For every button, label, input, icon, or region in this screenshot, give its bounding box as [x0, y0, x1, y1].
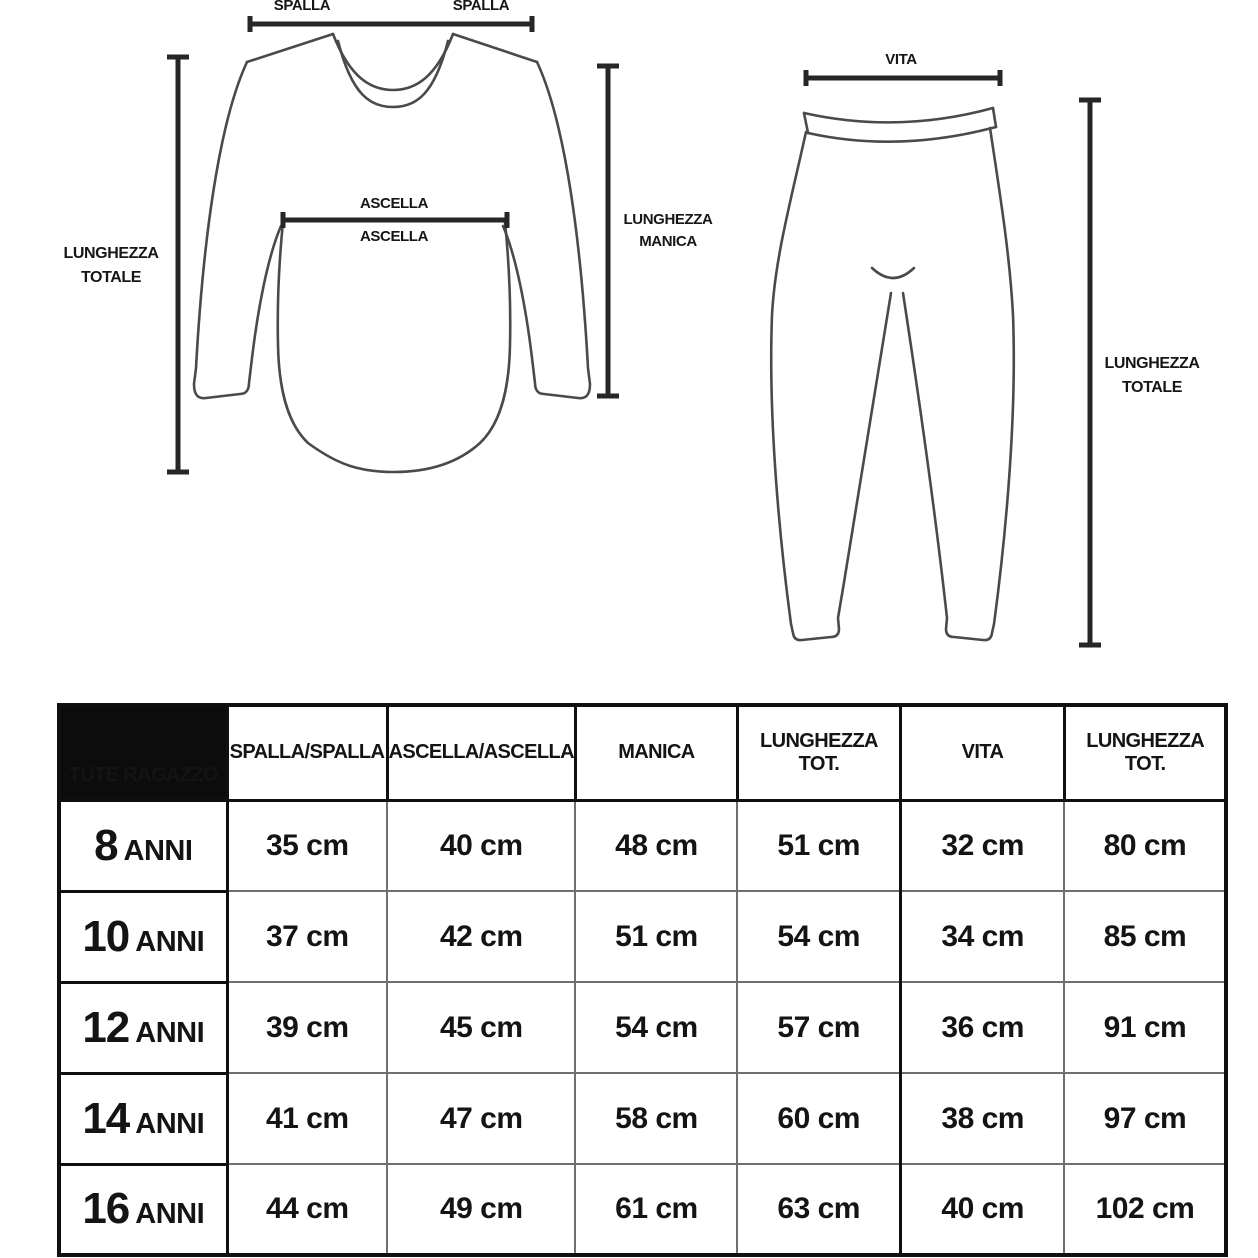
table-row — [59, 800, 1226, 891]
row-label-12-anni — [59, 982, 227, 1073]
cell-value: 49 cm — [387, 1164, 575, 1255]
table-header-row — [59, 705, 1226, 800]
column-header-ascella: ASCELLA/ASCELLA — [387, 705, 575, 800]
column-header-spalla: SPALLA/SPALLA — [227, 705, 387, 800]
cell-value: 35 cm — [227, 800, 387, 891]
sweater-shoulder-left — [247, 34, 333, 62]
label-sleeve-length-2: MANICA — [639, 233, 697, 250]
cell-value: 39 cm — [227, 982, 387, 1073]
cell-value: 60 cm — [737, 1073, 900, 1164]
age-number: 12 — [82, 1002, 130, 1052]
cell-value: 85 cm — [1064, 891, 1226, 982]
pants-leg-left — [771, 132, 891, 640]
cell-value: 48 cm — [575, 800, 737, 891]
measure-waist — [806, 70, 1000, 86]
label-pants-length-2: TOTALE — [1121, 379, 1183, 396]
table-corner-cell: TUTE RAGAZZO — [59, 705, 227, 800]
cell-value: 42 cm — [387, 891, 575, 982]
column-header-lunghezza-tot-pants: LUNGHEZZA TOT. — [1064, 705, 1226, 800]
table-row — [59, 891, 1226, 982]
column-header-lunghezza-tot-shirt: LUNGHEZZA TOT. — [737, 705, 900, 800]
cell-value: 40 cm — [900, 1164, 1064, 1255]
pants-crotch-curve — [872, 268, 914, 278]
label-ascella-bottom: ASCELLA — [359, 228, 429, 245]
row-label-10-anni — [59, 891, 227, 982]
cell-value: 38 cm — [900, 1073, 1064, 1164]
table-row — [59, 1073, 1226, 1164]
sweater-neckline-inner — [338, 41, 448, 107]
age-unit: ANNI — [135, 925, 205, 958]
age-number: 14 — [82, 1093, 130, 1143]
sweater-neckline-outer — [333, 34, 453, 90]
pants-waistband-top — [804, 108, 993, 122]
column-header-vita: VITA — [900, 705, 1064, 800]
sweater-drawing — [194, 34, 590, 472]
age-number: 8 — [94, 820, 118, 870]
pants-waistband-right-edge — [993, 108, 996, 127]
pants-leg-right — [903, 128, 1014, 640]
cell-value: 44 cm — [227, 1164, 387, 1255]
cell-value: 32 cm — [900, 800, 1064, 891]
label-sleeve-length-1: LUNGHEZZA — [623, 211, 713, 228]
cell-value: 45 cm — [387, 982, 575, 1073]
cell-value: 47 cm — [387, 1073, 575, 1164]
cell-value: 36 cm — [900, 982, 1064, 1073]
measure-sleeve — [597, 66, 619, 396]
measure-pants-length — [1079, 100, 1101, 645]
sweater-shoulder-right — [453, 34, 537, 62]
cell-value: 63 cm — [737, 1164, 900, 1255]
cell-value: 37 cm — [227, 891, 387, 982]
measure-chest — [283, 212, 507, 228]
age-unit: ANNI — [135, 1016, 205, 1049]
diagram-labels — [63, 0, 1200, 396]
label-ascella-top: ASCELLA — [359, 195, 429, 212]
age-number: 16 — [82, 1184, 130, 1234]
cell-value: 51 cm — [737, 800, 900, 891]
label-pants-length-1: LUNGHEZZA — [1104, 355, 1200, 372]
age-unit: ANNI — [135, 1107, 205, 1140]
sweater-sleeve-left — [194, 62, 281, 398]
age-unit: ANNI — [135, 1198, 205, 1231]
sweater-sleeve-right — [503, 62, 590, 398]
cell-value: 97 cm — [1064, 1073, 1226, 1164]
label-spalla-left: SPALLA — [273, 0, 331, 14]
measure-shoulder — [250, 16, 532, 32]
pants-waistband-left-edge — [804, 113, 808, 133]
row-label-8-anni — [59, 800, 227, 891]
label-shirt-length-1: LUNGHEZZA — [63, 245, 159, 262]
age-unit: ANNI — [123, 834, 193, 867]
table-row — [59, 1164, 1226, 1255]
sweater-body — [278, 222, 511, 472]
age-number: 10 — [82, 911, 130, 961]
cell-value: 61 cm — [575, 1164, 737, 1255]
measurement-lines — [167, 16, 1101, 645]
cell-value: 57 cm — [737, 982, 900, 1073]
label-shirt-length-2: TOTALE — [80, 269, 142, 286]
column-header-manica: MANICA — [575, 705, 737, 800]
pants-waistband-bottom — [808, 127, 996, 142]
cell-value: 54 cm — [737, 891, 900, 982]
cell-value: 91 cm — [1064, 982, 1226, 1073]
measure-shirt-length — [167, 57, 189, 472]
row-label-14-anni — [59, 1073, 227, 1164]
cell-value: 40 cm — [387, 800, 575, 891]
cell-value: 51 cm — [575, 891, 737, 982]
cell-value: 41 cm — [227, 1073, 387, 1164]
table-row — [59, 982, 1226, 1073]
label-vita: VITA — [885, 51, 917, 68]
size-table — [57, 703, 1228, 1257]
row-label-16-anni — [59, 1164, 227, 1255]
cell-value: 58 cm — [575, 1073, 737, 1164]
cell-value: 54 cm — [575, 982, 737, 1073]
pants-drawing — [771, 108, 1014, 640]
cell-value: 102 cm — [1064, 1164, 1226, 1255]
cell-value: 34 cm — [900, 891, 1064, 982]
label-spalla-right: SPALLA — [452, 0, 510, 14]
cell-value: 80 cm — [1064, 800, 1226, 891]
